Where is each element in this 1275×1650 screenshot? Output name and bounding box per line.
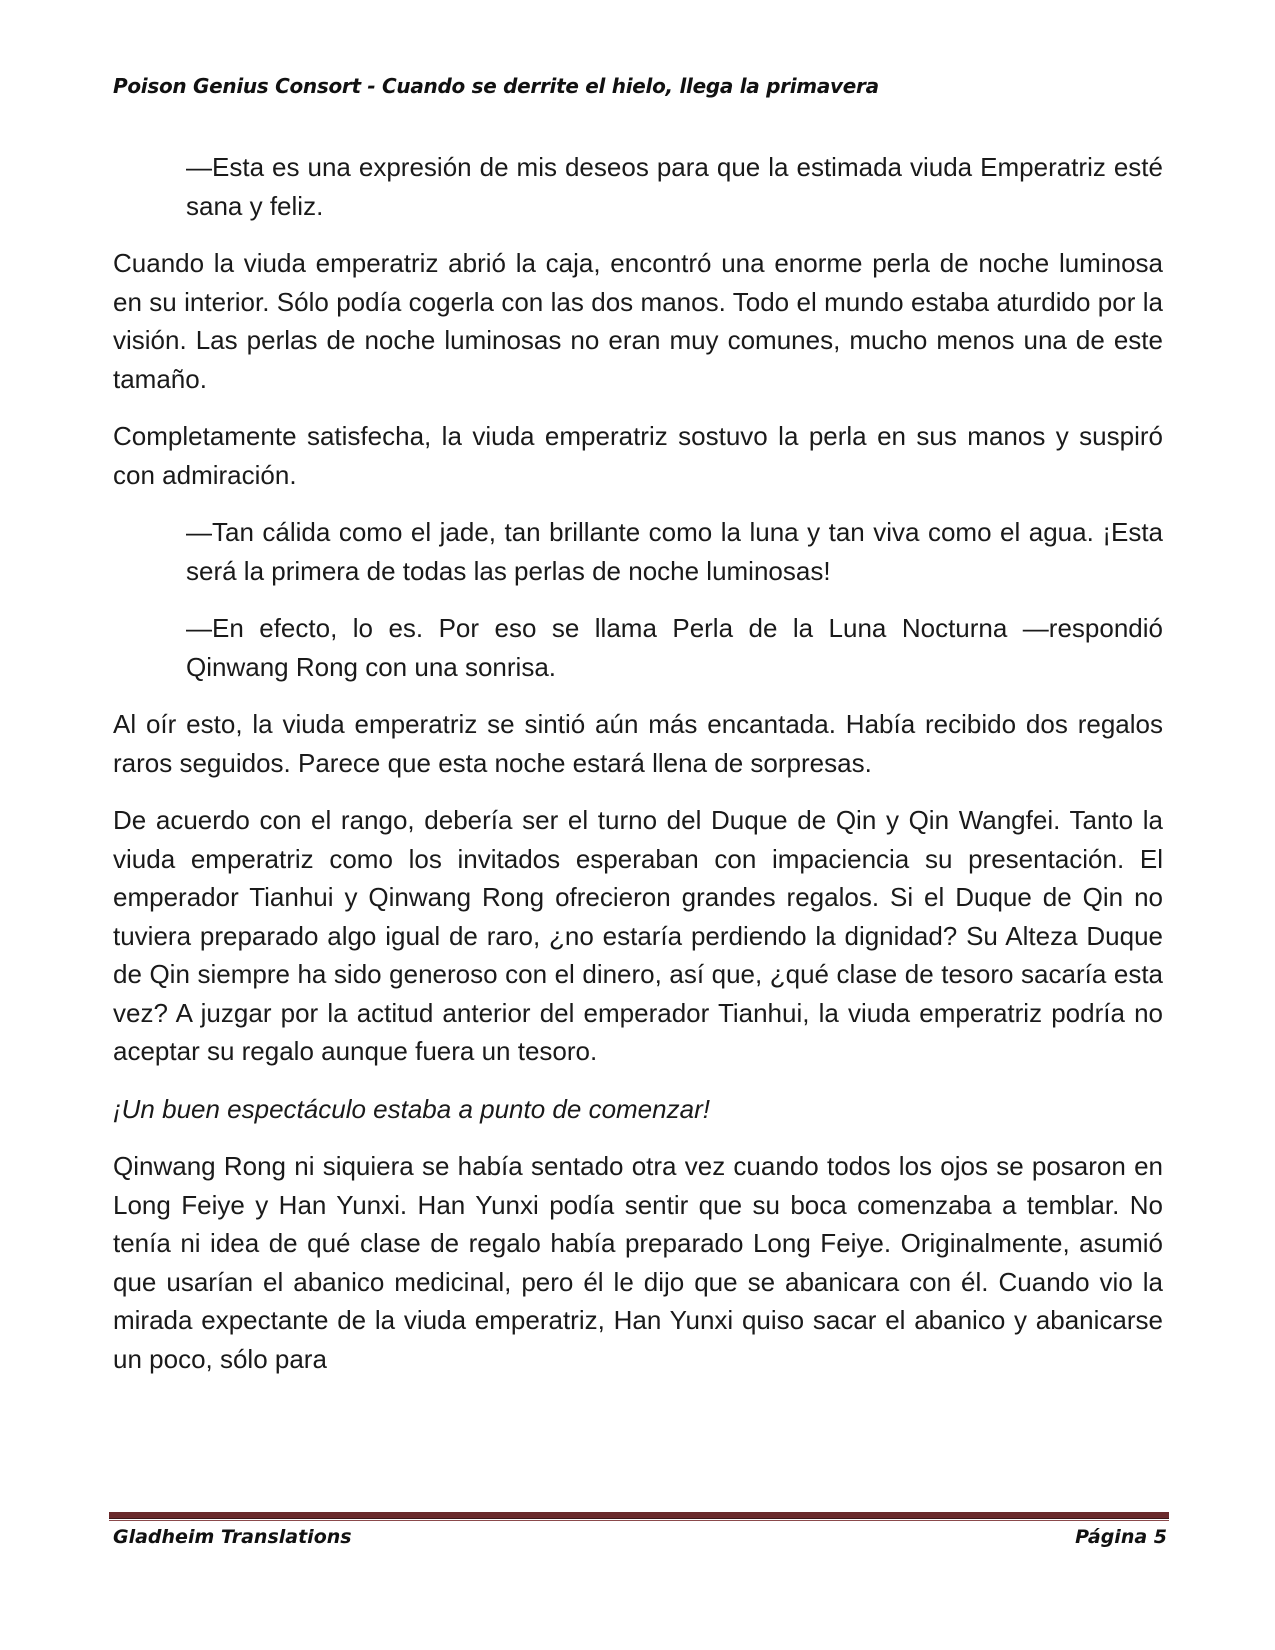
document-body	[113, 148, 1163, 1397]
paragraph-dialogue: —Tan cálida como el jade, tan brillante como la luna y tan viva como el agua. ¡Esta será la primera de todas las perlas de noche luminosas!	[186, 517, 1163, 586]
footer-rule-thin	[109, 1520, 1169, 1521]
footer-page-number: Página 5	[1075, 1526, 1167, 1548]
paragraph-dialogue: —Esta es una expresión de mis deseos para que la estimada viuda Emperatriz esté sana y feliz.	[186, 152, 1163, 221]
paragraph: De acuerdo con el rango, debería ser el turno del Duque de Qin y Qin Wangfei. Tanto la viuda emperatriz como los invitados esperaban con impaciencia su presentación. El emperador Tianhui y Qinwang Rong ofrecieron grandes regalos. Si el Duque de Qin no tuviera preparado algo igual de raro, ¿no estaría perdiendo la dignidad? Su Alteza Duque de Qin siempre ha sido generoso con el dinero, así que, ¿qué clase de tesoro sacaría esta vez? A juzgar por la actitud anterior del emperador Tianhui, la viuda emperatriz podría no aceptar su regalo aunque fuera un tesoro.	[113, 805, 1163, 1066]
paragraph-italic: ¡Un buen espectáculo estaba a punto de comenzar!	[113, 1093, 710, 1124]
paragraph: Cuando la viuda emperatriz abrió la caja, encontró una enorme perla de noche luminosa en su interior. Sólo podía cogerla con las dos manos. Todo el mundo estaba aturdido por la visión. Las perlas de noche luminosas no eran muy comunes, mucho menos una de este tamaño.	[113, 248, 1163, 394]
footer-rule	[109, 1512, 1169, 1519]
footer-publisher: Gladheim Translations	[113, 1526, 352, 1548]
paragraph: Qinwang Rong ni siquiera se había sentado otra vez cuando todos los ojos se posaron en Long Feiye y Han Yunxi. Han Yunxi podía sentir que su boca comenzaba a temblar. No tenía ni idea de qué clase de regalo había preparado Long Feiye. Originalmente, asumió que usarían el abanico medicinal, pero él le dijo que se abanicara con él. Cuando vio la mirada expectante de la viuda emperatriz, Han Yunxi quiso sacar el abanico y abanicarse un poco, sólo para	[113, 1151, 1163, 1374]
paragraph: Completamente satisfecha, la viuda emperatriz sostuvo la perla en sus manos y suspiró con admiración.	[113, 421, 1163, 490]
page-header-title: Poison Genius Consort - Cuando se derrite el hielo, llega la primavera	[113, 74, 879, 98]
paragraph: Al oír esto, la viuda emperatriz se sintió aún más encantada. Había recibido dos regalos raros seguidos. Parece que esta noche estará llena de sorpresas.	[113, 709, 1163, 778]
paragraph-dialogue: —En efecto, lo es. Por eso se llama Perla de la Luna Nocturna —respondió Qinwang Rong con una sonrisa.	[186, 613, 1163, 682]
